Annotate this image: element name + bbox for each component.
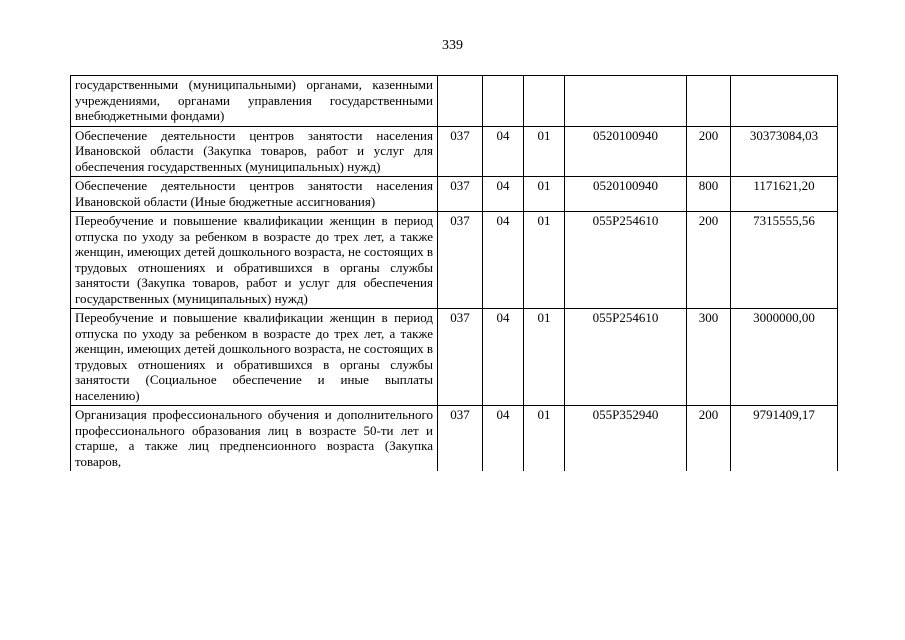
target-article-code: 055P352940 xyxy=(565,406,687,472)
ministry-code: 037 xyxy=(438,177,483,212)
subsection-code: 01 xyxy=(524,126,565,177)
table-row xyxy=(71,212,838,309)
table-row xyxy=(71,177,838,212)
page-number: 339 xyxy=(442,38,463,53)
ministry-code: 037 xyxy=(438,309,483,406)
ministry-code: 037 xyxy=(438,126,483,177)
section-code: 04 xyxy=(483,177,524,212)
row-description: Организация профессионального обучения и дополнительного профессионального образования лиц в возрасте 50-ти лет и старше, а также лиц предпенсионного возраста (Закупка товаров, xyxy=(71,406,438,472)
table-row xyxy=(71,126,838,177)
subsection-code xyxy=(524,76,565,127)
budget-table xyxy=(70,75,838,471)
amount: 30373084,03 xyxy=(731,126,838,177)
ministry-code xyxy=(438,76,483,127)
target-article-code: 0520100940 xyxy=(565,177,687,212)
target-article-code xyxy=(565,76,687,127)
row-description: государственными (муниципальными) органами, казенными учреждениями, органами управления государственными внебюджетными фондами) xyxy=(71,76,438,127)
expense-type-code: 300 xyxy=(687,309,731,406)
ministry-code: 037 xyxy=(438,212,483,309)
amount: 3000000,00 xyxy=(731,309,838,406)
section-code xyxy=(483,76,524,127)
subsection-code: 01 xyxy=(524,406,565,472)
ministry-code: 037 xyxy=(438,406,483,472)
amount: 7315555,56 xyxy=(731,212,838,309)
expense-type-code: 200 xyxy=(687,212,731,309)
row-description: Переобучение и повышение квалификации женщин в период отпуска по уходу за ребенком в возрасте до трех лет, а также женщин, имеющих детей дошкольного возраста, не состоящих в трудовых отношениях и обратившихся в органы службы занятости (Закупка товаров, работ и услуг для обеспечения государственных (муниципальных) нужд) xyxy=(71,212,438,309)
section-code: 04 xyxy=(483,126,524,177)
expense-type-code xyxy=(687,76,731,127)
subsection-code: 01 xyxy=(524,212,565,309)
expense-type-code: 200 xyxy=(687,406,731,472)
amount: 1171621,20 xyxy=(731,177,838,212)
expense-type-code: 200 xyxy=(687,126,731,177)
section-code: 04 xyxy=(483,406,524,472)
table-row xyxy=(71,406,838,472)
amount xyxy=(731,76,838,127)
section-code: 04 xyxy=(483,309,524,406)
table-row xyxy=(71,76,838,127)
row-description: Обеспечение деятельности центров занятости населения Ивановской области (Закупка товаров, работ и услуг для обеспечения государственных (муниципальных) нужд) xyxy=(71,126,438,177)
subsection-code: 01 xyxy=(524,177,565,212)
target-article-code: 055P254610 xyxy=(565,212,687,309)
expense-type-code: 800 xyxy=(687,177,731,212)
target-article-code: 055P254610 xyxy=(565,309,687,406)
table-row xyxy=(71,309,838,406)
target-article-code: 0520100940 xyxy=(565,126,687,177)
amount: 9791409,17 xyxy=(731,406,838,472)
subsection-code: 01 xyxy=(524,309,565,406)
row-description: Обеспечение деятельности центров занятости населения Ивановской области (Иные бюджетные ассигнования) xyxy=(71,177,438,212)
section-code: 04 xyxy=(483,212,524,309)
row-description: Переобучение и повышение квалификации женщин в период отпуска по уходу за ребенком в возрасте до трех лет, а также женщин, имеющих детей дошкольного возраста, не состоящих в трудовых отношениях и обратившихся в органы службы занятости (Социальное обеспечение и иные выплаты населению) xyxy=(71,309,438,406)
